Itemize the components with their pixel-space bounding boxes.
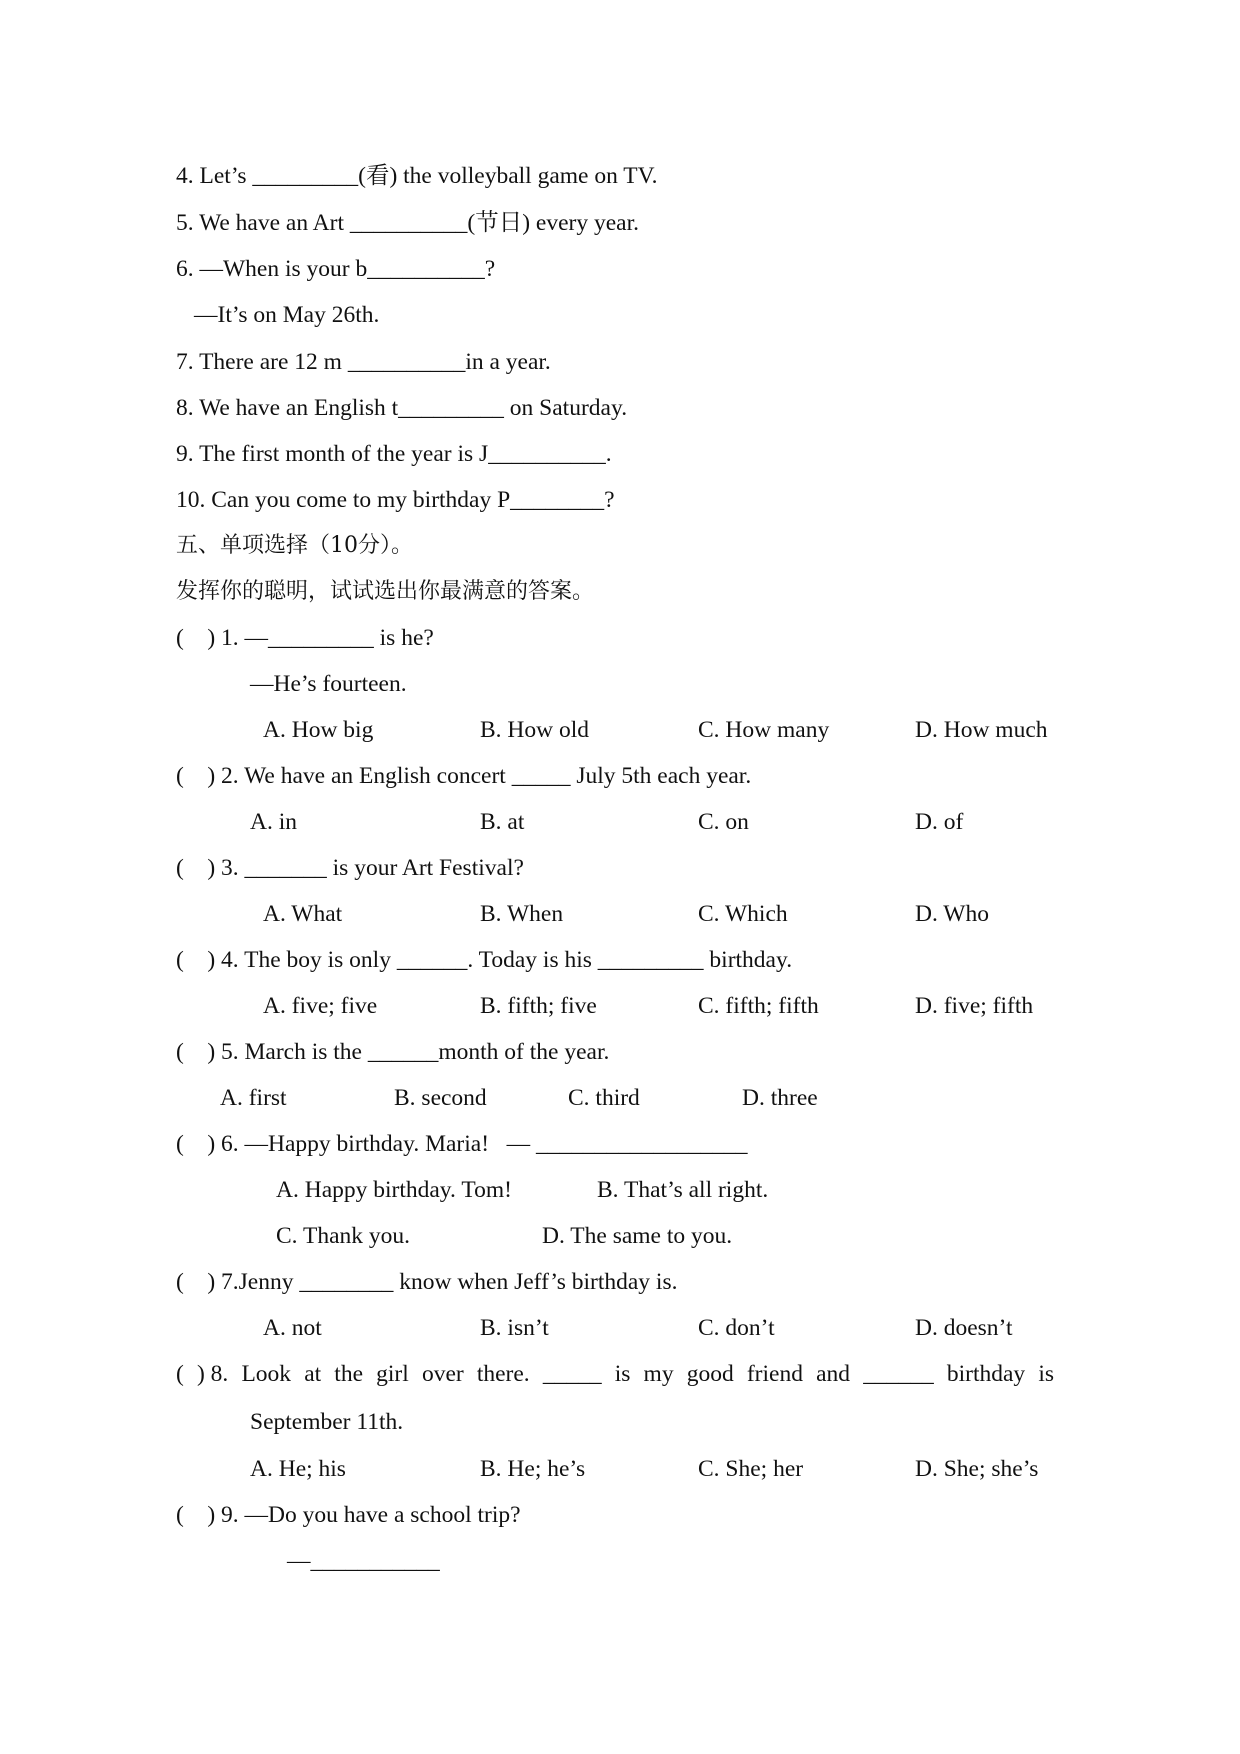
question-8-continuation: September 11th. bbox=[250, 1409, 404, 1435]
question-6-option-b: B. That’s all right. bbox=[597, 1177, 769, 1203]
question-5-option-d: D. three bbox=[742, 1085, 818, 1111]
question-3-option-d: D. Who bbox=[915, 901, 989, 927]
question-2-option-d: D. of bbox=[915, 809, 964, 835]
question-1-reply: —He’s fourteen. bbox=[250, 671, 407, 697]
q8-word: girl bbox=[376, 1361, 409, 1387]
fill-item-7: 7. There are 12 m __________in a year. bbox=[176, 349, 551, 375]
question-4-stem: ( ) 4. The boy is only ______. Today is his _________ birthday. bbox=[176, 947, 793, 973]
question-8-option-d: D. She; she’s bbox=[915, 1456, 1039, 1482]
q8-word: ( bbox=[176, 1361, 184, 1387]
question-6-stem: ( ) 6. —Happy birthday. Maria! — __________________ bbox=[176, 1131, 748, 1157]
q8-word: ______ bbox=[863, 1361, 934, 1387]
question-7-option-c: C. don’t bbox=[698, 1315, 775, 1341]
question-6-option-a: A. Happy birthday. Tom! bbox=[276, 1177, 512, 1203]
fill-item-8: 8. We have an English t_________ on Saturday. bbox=[176, 395, 628, 421]
question-7-option-d: D. doesn’t bbox=[915, 1315, 1013, 1341]
question-1-stem: ( ) 1. —_________ is he? bbox=[176, 625, 434, 651]
q8-word: and bbox=[816, 1361, 851, 1387]
question-4-option-d: D. five; fifth bbox=[915, 993, 1034, 1019]
question-4-option-a: A. five; five bbox=[263, 993, 378, 1019]
question-2-option-a: A. in bbox=[250, 809, 297, 835]
question-5-stem: ( ) 5. March is the ______month of the year. bbox=[176, 1039, 610, 1065]
q8-word: Look bbox=[241, 1361, 292, 1387]
question-1-option-c: C. How many bbox=[698, 717, 830, 743]
question-2-option-c: C. on bbox=[698, 809, 749, 835]
question-1-option-b: B. How old bbox=[480, 717, 590, 743]
question-2-option-b: B. at bbox=[480, 809, 525, 835]
q8-word: good bbox=[686, 1361, 734, 1387]
question-3-option-a: A. What bbox=[263, 901, 343, 927]
q8-word: is bbox=[614, 1361, 631, 1387]
question-3-option-c: C. Which bbox=[698, 901, 788, 927]
question-8-stem bbox=[176, 1359, 1054, 1389]
question-4-option-b: B. fifth; five bbox=[480, 993, 597, 1019]
fill-item-6: 6. —When is your b__________? bbox=[176, 256, 496, 282]
question-2-stem: ( ) 2. We have an English concert _____ July 5th each year. bbox=[176, 763, 752, 789]
fill-item-9: 9. The first month of the year is J__________. bbox=[176, 441, 612, 467]
question-9-reply: —___________ bbox=[287, 1548, 440, 1574]
question-6-option-d: D. The same to you. bbox=[542, 1223, 733, 1249]
question-7-option-a: A. not bbox=[263, 1315, 322, 1341]
q8-word: there. bbox=[476, 1361, 530, 1387]
question-5-option-b: B. second bbox=[394, 1085, 487, 1111]
question-6-option-c: C. Thank you. bbox=[276, 1223, 411, 1249]
fill-item-6-reply: —It’s on May 26th. bbox=[194, 302, 380, 328]
q8-word: friend bbox=[746, 1361, 803, 1387]
fill-item-4: 4. Let’s _________(看) the volleyball game on TV. bbox=[176, 163, 658, 189]
question-1-option-d: D. How much bbox=[915, 717, 1048, 743]
q8-word: at bbox=[304, 1361, 322, 1387]
fill-item-5: 5. We have an Art __________(节日) every year. bbox=[176, 210, 639, 236]
question-5-option-c: C. third bbox=[568, 1085, 640, 1111]
question-3-stem: ( ) 3. _______ is your Art Festival? bbox=[176, 855, 524, 881]
question-7-stem: ( ) 7.Jenny ________ know when Jeff’s birthday is. bbox=[176, 1269, 678, 1295]
q8-word: the bbox=[334, 1361, 364, 1387]
q8-word: over bbox=[421, 1361, 464, 1387]
fill-item-10: 10. Can you come to my birthday P________? bbox=[176, 487, 615, 513]
question-8-option-c: C. She; her bbox=[698, 1456, 804, 1482]
question-3-option-b: B. When bbox=[480, 901, 564, 927]
q8-word: my bbox=[643, 1361, 674, 1387]
q8-word: _____ bbox=[542, 1361, 602, 1387]
question-7-option-b: B. isn’t bbox=[480, 1315, 549, 1341]
question-5-option-a: A. first bbox=[220, 1085, 287, 1111]
question-8-option-b: B. He; he’s bbox=[480, 1456, 586, 1482]
section-heading: 五、单项选择（10分）。 bbox=[176, 533, 413, 558]
q8-word: ) 8. bbox=[196, 1361, 229, 1387]
question-4-option-c: C. fifth; fifth bbox=[698, 993, 819, 1019]
question-8-option-a: A. He; his bbox=[250, 1456, 346, 1482]
question-1-option-a: A. How big bbox=[263, 717, 374, 743]
question-9-stem: ( ) 9. —Do you have a school trip? bbox=[176, 1502, 521, 1528]
q8-word: is bbox=[1038, 1361, 1054, 1387]
section-instruction: 发挥你的聪明，试试选出你最满意的答案。 bbox=[176, 579, 595, 604]
q8-word: birthday bbox=[946, 1361, 1026, 1387]
